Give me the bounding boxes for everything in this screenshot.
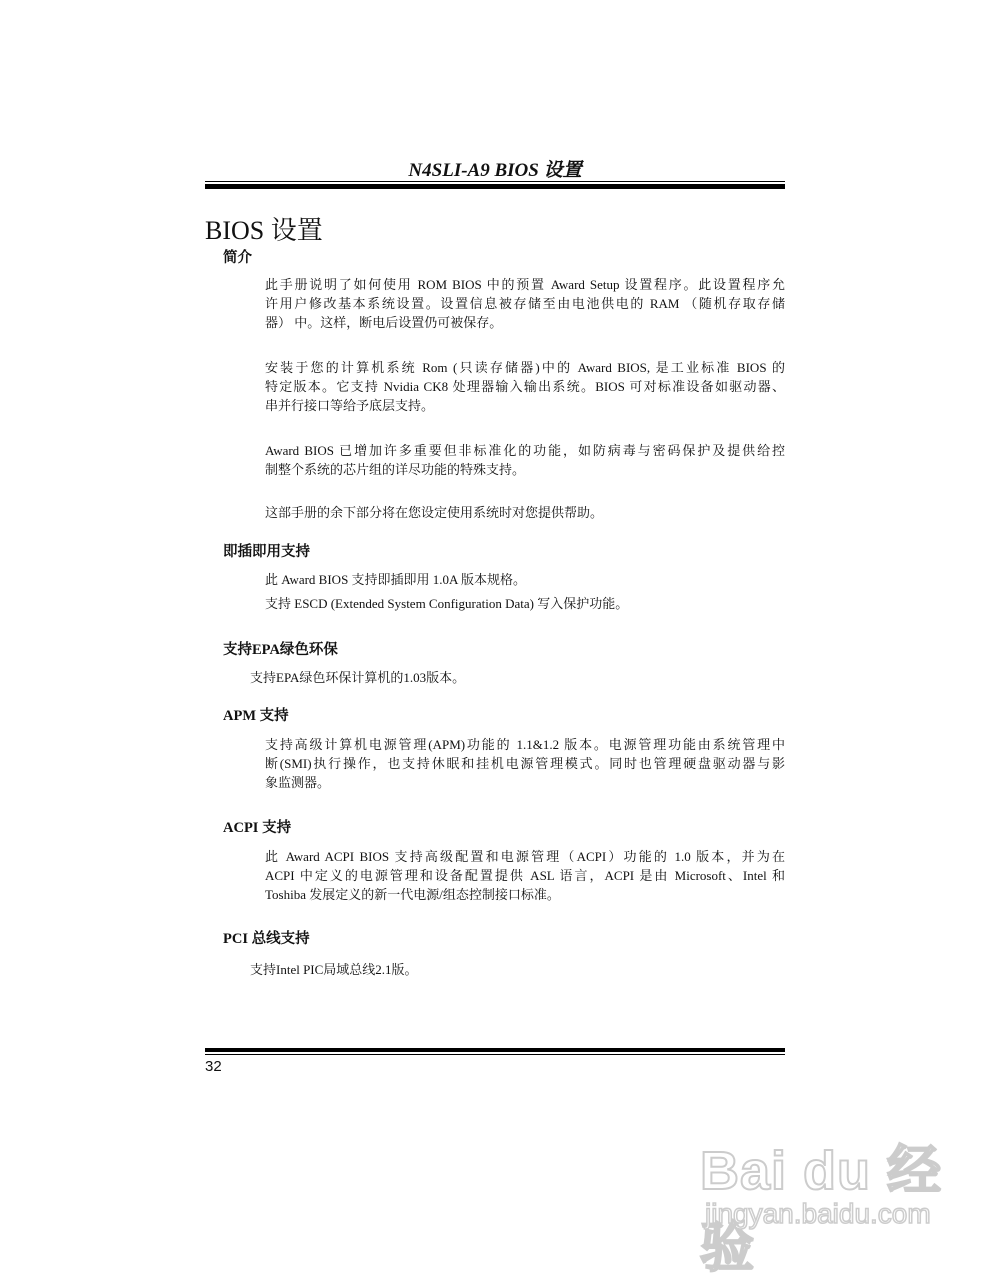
section-heading-apm: APM 支持 <box>223 708 289 724</box>
section-heading-pnp: 即插即用支持 <box>223 544 310 560</box>
header-rule-thin <box>205 181 785 182</box>
paragraph-line: 支持高级计算机电源管理(APM)功能的 1.1&1.2 版本。电源管理功能由系统管理中 <box>265 737 785 752</box>
running-header: N4SLI-A9 BIOS 设置 <box>408 160 582 181</box>
paragraph-line: Toshiba 发展定义的新一代电源/组态控制接口标准。 <box>265 887 560 902</box>
paragraph-line: 此 Award ACPI BIOS 支持高级配置和电源管理（ACPI）功能的 1.0 版本，并为在 <box>265 849 785 864</box>
paragraph-line: 特定版本。它支持 Nvidia CK8 处理器输入输出系统。BIOS 可对标准设备如驱动器、 <box>265 379 785 394</box>
section-heading-intro: 简介 <box>223 250 252 266</box>
paragraph-line: Award BIOS 已增加许多重要但非标准化的功能，如防病毒与密码保护及提供给控 <box>265 443 785 458</box>
paragraph-line: 此手册说明了如何使用 ROM BIOS 中的预置 Award Setup 设置程序。此设置程序允 <box>265 277 785 292</box>
header-rule-thick <box>205 184 785 189</box>
paragraph-line: 支持EPA绿色环保计算机的1.03版本。 <box>250 670 466 685</box>
page-number: 32 <box>205 1058 222 1075</box>
section-heading-pci: PCI 总线支持 <box>223 931 310 947</box>
paragraph-line: 器） 中。这样，断电后设置仍可被保存。 <box>265 315 503 330</box>
footer-rule-thick <box>205 1048 785 1052</box>
footer-rule-thin <box>205 1054 785 1055</box>
paragraph-line: 串并行接口等给予底层支持。 <box>265 398 435 413</box>
paragraph-line: 制整个系统的芯片组的详尽功能的特殊支持。 <box>265 462 526 477</box>
watermark-brand: Bai du 经验 <box>700 1141 943 1278</box>
section-heading-epa: 支持EPA绿色环保 <box>223 642 338 658</box>
paragraph-line: 支持Intel PIC局域总线2.1版。 <box>250 962 418 977</box>
watermark-url: jingyan.baidu.com <box>705 1198 931 1229</box>
paragraph-line: 许用户修改基本系统设置。设置信息被存储至由电池供电的 RAM （随机存取存储 <box>265 296 785 311</box>
paragraph-line: 断(SMI)执行操作，也支持休眠和挂机电源管理模式。同时也管理硬盘驱动器与影 <box>265 756 785 771</box>
baidu-watermark <box>700 1128 970 1278</box>
paragraph-line: 象监测器。 <box>265 775 331 790</box>
paragraph-line: 这部手册的余下部分将在您设定使用系统时对您提供帮助。 <box>265 505 604 520</box>
paragraph-line: 此 Award BIOS 支持即插即用 1.0A 版本规格。 <box>265 572 526 587</box>
section-heading-acpi: ACPI 支持 <box>223 820 292 836</box>
paragraph-line: ACPI 中定义的电源管理和设备配置提供 ASL 语言，ACPI 是由 Microsoft、Intel 和 <box>265 868 785 883</box>
paragraph-line: 安装于您的计算机系统 Rom (只读存储器)中的 Award BIOS, 是工业标准 BIOS 的 <box>265 360 785 375</box>
page-title: BIOS 设置 <box>205 216 323 245</box>
paragraph-line: 支持 ESCD (Extended System Configuration Data) 写入保护功能。 <box>265 596 629 611</box>
